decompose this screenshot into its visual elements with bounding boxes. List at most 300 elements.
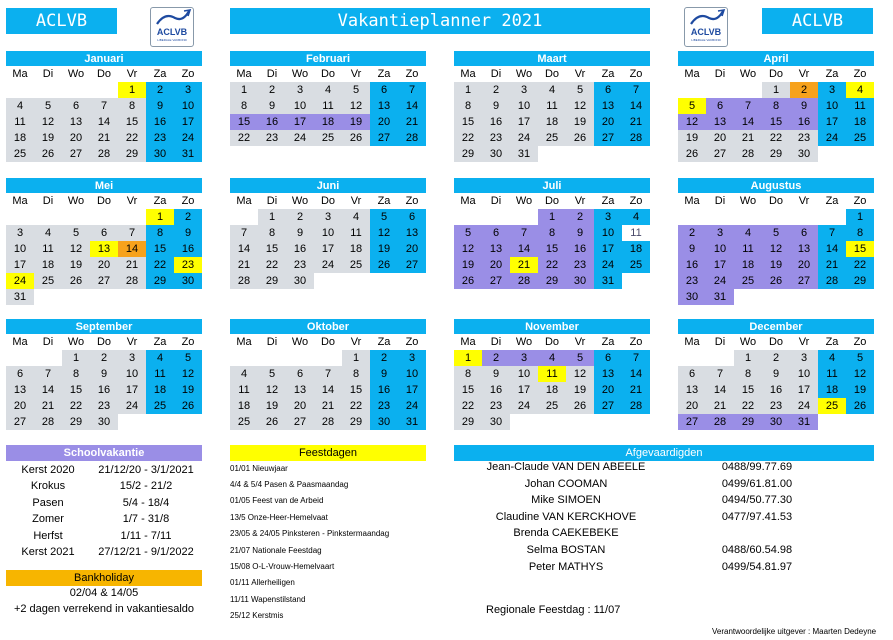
day-cell: 15	[762, 114, 790, 130]
day-cell: 15	[342, 382, 370, 398]
empty-cell	[706, 209, 734, 225]
day-cell: 13	[594, 366, 622, 382]
day-cell: 14	[34, 382, 62, 398]
day-cell: 9	[482, 98, 510, 114]
day-cell: 4	[230, 366, 258, 382]
day-cell: 29	[62, 414, 90, 430]
day-cell: 10	[818, 98, 846, 114]
day-cell: 4	[146, 350, 174, 366]
day-grid	[454, 82, 650, 162]
weekday-label: Ma	[12, 195, 28, 207]
schoolvakantie-row	[6, 512, 202, 527]
day-cell: 25	[230, 414, 258, 430]
day-cell: 7	[34, 366, 62, 382]
weekday-label: Ma	[12, 68, 28, 80]
weekday-label: Do	[544, 195, 560, 207]
afgevaardigde-name: Peter MATHYS	[528, 560, 604, 573]
day-cell: 16	[90, 382, 118, 398]
weekday-label: Do	[96, 195, 112, 207]
weekday-label: Ma	[684, 195, 700, 207]
day-cell: 7	[118, 225, 146, 241]
month-februari	[230, 51, 426, 146]
weekday-header	[230, 66, 426, 82]
day-cell: 2	[566, 209, 594, 225]
day-cell: 31	[510, 146, 538, 162]
day-cell: 15	[538, 241, 566, 257]
afgevaardigde-name: Selma BOSTAN	[526, 544, 606, 556]
weekday-label: Za	[825, 68, 839, 80]
day-cell: 26	[370, 257, 398, 273]
day-cell: 28	[622, 130, 650, 146]
day-cell: 6	[398, 209, 426, 225]
page-title-text: Vakantieplanner 2021	[337, 11, 543, 31]
day-cell: 4	[342, 209, 370, 225]
weekday-label: Wo	[515, 68, 533, 80]
day-cell: 21	[734, 130, 762, 146]
day-cell: 12	[566, 98, 594, 114]
month-juni	[230, 178, 426, 289]
empty-cell	[6, 209, 34, 225]
weekday-label: Di	[714, 68, 726, 80]
day-cell: 8	[454, 98, 482, 114]
day-cell: 26	[566, 130, 594, 146]
weekday-label: Ma	[684, 68, 700, 80]
day-cell: 9	[258, 98, 286, 114]
day-cell: 12	[342, 98, 370, 114]
feestdag-item: 01/11 Allerheiligen	[230, 578, 295, 588]
day-cell: 24	[6, 273, 34, 289]
day-cell: 23	[90, 398, 118, 414]
day-cell: 23	[146, 130, 174, 146]
feestdag-item: 01/01 Nieuwjaar	[230, 463, 288, 473]
day-cell: 2	[370, 350, 398, 366]
weekday-header	[454, 334, 650, 350]
day-cell: 7	[510, 225, 538, 241]
afgevaardigde-name: Brenda CAEKEBEKE	[513, 527, 619, 540]
afgevaardigde-phone: 0488/60.54.98	[721, 544, 793, 556]
weekday-label: Vr	[574, 336, 586, 348]
month-title: Oktober	[230, 319, 426, 334]
day-cell: 25	[342, 257, 370, 273]
weekday-header	[678, 66, 874, 82]
weekday-label: Do	[96, 336, 112, 348]
day-cell: 26	[566, 398, 594, 414]
day-cell: 10	[510, 366, 538, 382]
day-cell: 18	[538, 382, 566, 398]
feestdag-item: 25/12 Kerstmis	[230, 611, 284, 621]
day-cell: 17	[510, 114, 538, 130]
month-title: December	[678, 319, 874, 334]
month-maart	[454, 51, 650, 162]
day-cell: 23	[566, 257, 594, 273]
day-cell: 28	[314, 414, 342, 430]
weekday-label: Wo	[739, 195, 757, 207]
day-cell: 11	[622, 225, 650, 241]
day-cell: 22	[230, 130, 258, 146]
day-cell: 20	[594, 114, 622, 130]
day-cell: 7	[706, 366, 734, 382]
day-cell: 15	[230, 114, 258, 130]
weekday-label: Zo	[181, 336, 195, 348]
day-cell: 22	[734, 398, 762, 414]
weekday-header	[6, 193, 202, 209]
day-cell: 28	[622, 398, 650, 414]
day-cell: 3	[706, 225, 734, 241]
day-cell: 3	[286, 82, 314, 98]
day-cell: 17	[818, 114, 846, 130]
feestdag-item: 01/05 Feest van de Arbeid	[230, 496, 324, 506]
day-cell: 21	[510, 257, 538, 273]
afgevaardigde-phone: 0499/61.81.00	[721, 477, 793, 490]
day-cell: 2	[258, 82, 286, 98]
day-cell: 24	[174, 130, 202, 146]
afgevaardigde-phone: 0488/99.77.69	[721, 461, 793, 473]
day-cell: 15	[258, 241, 286, 257]
month-title: Maart	[454, 51, 650, 66]
aclvb-logo	[150, 7, 194, 47]
weekday-label: Za	[377, 336, 391, 348]
month-december	[678, 319, 874, 430]
weekday-label: Vr	[798, 195, 810, 207]
weekday-label: Za	[825, 336, 839, 348]
weekday-label: Za	[153, 336, 167, 348]
empty-cell	[34, 350, 62, 366]
day-cell: 11	[6, 114, 34, 130]
weekday-label: Zo	[629, 195, 643, 207]
regional-holiday: Regionale Feestdag : 11/07	[486, 604, 621, 616]
day-cell: 22	[146, 257, 174, 273]
day-cell: 20	[790, 257, 818, 273]
schoolvakantie-title	[6, 445, 202, 461]
day-cell: 25	[622, 257, 650, 273]
day-cell: 15	[846, 241, 874, 257]
day-cell: 26	[846, 398, 874, 414]
day-cell: 27	[90, 273, 118, 289]
day-cell: 5	[678, 98, 706, 114]
day-cell: 16	[174, 241, 202, 257]
day-cell: 7	[734, 98, 762, 114]
day-cell: 21	[90, 130, 118, 146]
weekday-label: Di	[490, 195, 502, 207]
day-cell: 11	[34, 241, 62, 257]
day-cell: 1	[846, 209, 874, 225]
day-cell: 13	[482, 241, 510, 257]
weekday-header	[6, 334, 202, 350]
day-cell: 26	[258, 414, 286, 430]
empty-cell	[34, 82, 62, 98]
weekday-label: Vr	[126, 195, 138, 207]
day-cell: 15	[454, 114, 482, 130]
bankholiday-title	[6, 570, 202, 586]
weekday-label: Di	[490, 336, 502, 348]
weekday-label: Wo	[739, 336, 757, 348]
day-cell: 8	[846, 225, 874, 241]
day-cell: 21	[622, 114, 650, 130]
day-cell: 24	[594, 257, 622, 273]
empty-cell	[762, 209, 790, 225]
month-title: Augustus	[678, 178, 874, 193]
day-cell: 9	[566, 225, 594, 241]
weekday-label: Do	[544, 68, 560, 80]
day-cell: 12	[370, 225, 398, 241]
day-cell: 2	[286, 209, 314, 225]
feestdag-item: 21/07 Nationale Feestdag	[230, 545, 322, 555]
day-cell: 30	[678, 289, 706, 305]
vakantie-period: 21/12/20 - 3/1/2021	[98, 463, 194, 476]
month-title: Januari	[6, 51, 202, 66]
empty-cell	[314, 350, 342, 366]
day-cell: 18	[818, 382, 846, 398]
day-cell: 19	[678, 130, 706, 146]
day-cell: 18	[846, 114, 874, 130]
vakantie-name: Zomer	[32, 513, 64, 525]
day-cell: 22	[118, 130, 146, 146]
day-cell: 12	[454, 241, 482, 257]
weekday-label: Za	[601, 195, 615, 207]
day-cell: 17	[706, 257, 734, 273]
schoolvakantie-row	[6, 495, 202, 510]
month-april	[678, 51, 874, 162]
empty-cell	[482, 209, 510, 225]
schoolvakantie-row	[6, 462, 202, 477]
afgevaardigde-row	[455, 561, 885, 577]
day-cell: 25	[314, 130, 342, 146]
day-cell: 24	[286, 130, 314, 146]
day-cell: 5	[342, 82, 370, 98]
day-cell: 17	[118, 382, 146, 398]
weekday-label: Di	[266, 68, 278, 80]
empty-cell	[678, 209, 706, 225]
weekday-label: Wo	[291, 336, 309, 348]
day-cell: 24	[510, 398, 538, 414]
brand-right	[762, 8, 873, 34]
empty-cell	[6, 350, 34, 366]
day-cell: 1	[762, 82, 790, 98]
month-title: April	[678, 51, 874, 66]
day-cell: 22	[62, 398, 90, 414]
day-cell: 29	[454, 414, 482, 430]
day-cell: 16	[566, 241, 594, 257]
day-cell: 14	[314, 382, 342, 398]
day-cell: 4	[734, 225, 762, 241]
day-cell: 29	[146, 273, 174, 289]
day-grid	[678, 350, 874, 430]
day-cell: 16	[762, 382, 790, 398]
day-cell: 19	[566, 382, 594, 398]
weekday-label: Do	[768, 195, 784, 207]
day-cell: 5	[762, 225, 790, 241]
weekday-label: Zo	[181, 195, 195, 207]
day-cell: 14	[398, 98, 426, 114]
day-cell: 16	[678, 257, 706, 273]
empty-cell	[734, 82, 762, 98]
vakantie-name: Kerst 2020	[21, 463, 75, 476]
day-cell: 2	[678, 225, 706, 241]
weekday-label: Ma	[684, 336, 700, 348]
afgevaardigde-row	[455, 478, 885, 494]
day-cell: 18	[146, 382, 174, 398]
day-cell: 9	[678, 241, 706, 257]
day-cell: 17	[314, 241, 342, 257]
afgevaardigde-row	[455, 461, 885, 477]
day-cell: 14	[90, 114, 118, 130]
weekday-header	[6, 66, 202, 82]
day-cell: 12	[678, 114, 706, 130]
vakantie-name: Pasen	[32, 496, 64, 509]
day-cell: 14	[510, 241, 538, 257]
day-cell: 9	[90, 366, 118, 382]
weekday-label: Ma	[460, 68, 476, 80]
afgevaardigde-phone: 0499/54.81.97	[721, 560, 793, 573]
weekday-label: Wo	[67, 68, 85, 80]
weekday-label: Do	[320, 336, 336, 348]
day-cell: 10	[118, 366, 146, 382]
day-cell: 26	[342, 130, 370, 146]
day-cell: 3	[510, 350, 538, 366]
brand-right-label: ACLVB	[791, 11, 844, 31]
day-cell: 26	[174, 398, 202, 414]
day-cell: 27	[286, 414, 314, 430]
vakantie-name: Krokus	[30, 480, 66, 492]
weekday-header	[230, 334, 426, 350]
day-cell: 16	[482, 382, 510, 398]
day-cell: 22	[846, 257, 874, 273]
weekday-label: Do	[544, 336, 560, 348]
month-augustus	[678, 178, 874, 305]
day-cell: 26	[34, 146, 62, 162]
day-cell: 3	[314, 209, 342, 225]
day-cell: 18	[538, 114, 566, 130]
day-grid	[678, 82, 874, 162]
weekday-label: Vr	[574, 68, 586, 80]
day-cell: 8	[258, 225, 286, 241]
day-cell: 26	[762, 273, 790, 289]
day-cell: 13	[370, 98, 398, 114]
day-cell: 12	[258, 382, 286, 398]
day-cell: 30	[790, 146, 818, 162]
day-cell: 16	[286, 241, 314, 257]
empty-cell	[734, 209, 762, 225]
afgevaardigde-row	[455, 527, 885, 543]
empty-cell	[706, 350, 734, 366]
weekday-label: Za	[601, 336, 615, 348]
day-cell: 12	[762, 241, 790, 257]
day-cell: 3	[818, 82, 846, 98]
day-cell: 6	[706, 98, 734, 114]
day-grid	[678, 209, 874, 305]
weekday-label: Zo	[181, 68, 195, 80]
day-cell: 3	[6, 225, 34, 241]
day-cell: 9	[370, 366, 398, 382]
empty-cell	[678, 350, 706, 366]
month-oktober	[230, 319, 426, 430]
day-cell: 17	[790, 382, 818, 398]
day-cell: 19	[342, 114, 370, 130]
day-cell: 1	[118, 82, 146, 98]
day-cell: 19	[258, 398, 286, 414]
day-cell: 28	[706, 414, 734, 430]
day-cell: 21	[622, 382, 650, 398]
weekday-label: Di	[42, 68, 54, 80]
day-cell: 2	[790, 82, 818, 98]
day-cell: 2	[762, 350, 790, 366]
day-cell: 5	[62, 225, 90, 241]
day-cell: 1	[734, 350, 762, 366]
weekday-label: Do	[768, 68, 784, 80]
logo-swoosh-icon	[685, 8, 729, 28]
day-cell: 8	[146, 225, 174, 241]
day-grid	[230, 350, 426, 430]
day-cell: 22	[454, 398, 482, 414]
day-cell: 10	[174, 98, 202, 114]
feestdag-item: 13/5 Onze-Heer-Hemelvaat	[230, 512, 328, 522]
empty-cell	[6, 82, 34, 98]
day-cell: 13	[594, 98, 622, 114]
month-title: Juni	[230, 178, 426, 193]
day-cell: 21	[706, 398, 734, 414]
empty-cell	[706, 82, 734, 98]
day-cell: 15	[454, 382, 482, 398]
day-grid	[6, 350, 202, 430]
day-cell: 3	[398, 350, 426, 366]
empty-cell	[118, 209, 146, 225]
day-cell: 13	[706, 114, 734, 130]
day-cell: 21	[230, 257, 258, 273]
day-cell: 24	[510, 130, 538, 146]
day-cell: 28	[230, 273, 258, 289]
day-cell: 19	[846, 382, 874, 398]
day-cell: 21	[398, 114, 426, 130]
feestdagen-title	[230, 445, 426, 461]
day-cell: 13	[62, 114, 90, 130]
vakantie-period: 27/12/21 - 9/1/2022	[98, 546, 194, 558]
empty-cell	[510, 209, 538, 225]
day-cell: 30	[286, 273, 314, 289]
day-cell: 31	[174, 146, 202, 162]
weekday-label: Zo	[629, 68, 643, 80]
day-cell: 3	[118, 350, 146, 366]
day-cell: 23	[482, 398, 510, 414]
weekday-label: Ma	[460, 195, 476, 207]
schoolvakantie-row	[6, 479, 202, 494]
day-cell: 24	[818, 130, 846, 146]
afgevaardigde-row	[455, 511, 885, 527]
day-cell: 10	[594, 225, 622, 241]
day-cell: 20	[62, 130, 90, 146]
day-cell: 1	[342, 350, 370, 366]
empty-cell	[230, 350, 258, 366]
day-cell: 16	[370, 382, 398, 398]
day-cell: 27	[370, 130, 398, 146]
weekday-label: Vr	[126, 336, 138, 348]
schoolvakantie-row	[6, 545, 202, 560]
day-cell: 9	[790, 98, 818, 114]
afgevaardigde-name: Claudine VAN KERCKHOVE	[495, 510, 637, 523]
weekday-label: Di	[266, 195, 278, 207]
day-cell: 4	[34, 225, 62, 241]
day-cell: 12	[62, 241, 90, 257]
empty-cell	[790, 209, 818, 225]
weekday-label: Do	[320, 68, 336, 80]
day-cell: 31	[790, 414, 818, 430]
day-cell: 30	[762, 414, 790, 430]
day-cell: 6	[62, 98, 90, 114]
weekday-label: Wo	[291, 195, 309, 207]
day-cell: 2	[90, 350, 118, 366]
day-cell: 18	[314, 114, 342, 130]
weekday-label: Do	[768, 336, 784, 348]
feestdag-item: 15/08 O-L-Vrouw-Hemelvaart	[230, 561, 335, 571]
